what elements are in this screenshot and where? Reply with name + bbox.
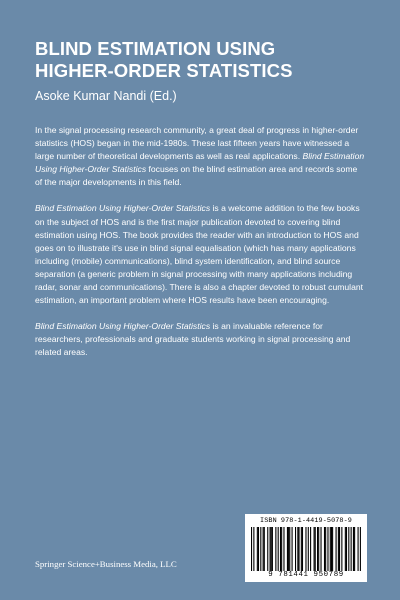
description-p2-title-italic: Blind Estimation Using Higher-Order Statistics: [35, 203, 211, 214]
barcode-bar: [318, 527, 319, 571]
barcode-bar: [345, 527, 346, 571]
barcode-bar: [264, 527, 265, 571]
barcode-bar: [305, 527, 306, 571]
book-title-line-1: BLIND ESTIMATION USING: [35, 38, 276, 59]
barcode-bar: [348, 527, 349, 571]
barcode-bar: [251, 527, 252, 571]
description-paragraph-3: [35, 320, 365, 359]
barcode-bar: [278, 527, 279, 571]
barcode-bar: [327, 527, 328, 571]
barcode-bar: [297, 527, 298, 571]
barcode-bar: [292, 527, 293, 571]
barcode-bar: [346, 527, 347, 571]
barcode-bar: [270, 527, 271, 571]
barcode-bar: [289, 527, 290, 571]
barcode-bar: [281, 527, 282, 571]
barcode-bar: [260, 527, 261, 571]
book-description: [35, 124, 365, 373]
barcode-bar: [314, 527, 315, 571]
barcode-bar: [295, 527, 296, 571]
description-p3-text: is an invaluable reference for researchers, professionals and graduate students working in signal processing and related areas.: [35, 321, 351, 358]
description-p1-text-a: In the signal processing research community, a great deal of progress in higher-order statistics (HOS) began in the mid-1980s. These last fifteen years have witnessed a large number of theoretical developments as well as real applications.: [35, 125, 359, 162]
barcode-bar: [351, 527, 352, 571]
book-author: Asoke Kumar Nandi (Ed.): [35, 89, 177, 103]
barcode-bar: [324, 527, 325, 571]
barcode-bar: [330, 527, 331, 571]
barcode-bar: [360, 527, 361, 571]
barcode-bar: [317, 527, 318, 571]
barcode-bar: [332, 527, 333, 571]
barcode-bar: [354, 527, 355, 571]
description-p3-title-italic: Blind Estimation Using Higher-Order Statistics: [35, 321, 211, 332]
barcode-bar: [353, 527, 354, 571]
description-p1-title-italic: Blind Estimation Using Higher-Order Statistics: [35, 151, 365, 175]
barcode-bar: [358, 527, 359, 571]
isbn-label: ISBN 978-1-4419-5078-9: [260, 517, 352, 525]
barcode-bar: [339, 527, 340, 571]
publisher-name: Springer Science+Business Media, LLC: [35, 559, 177, 569]
isbn-barcode: [245, 514, 367, 582]
barcode-bar: [283, 527, 284, 571]
barcode-bars: [251, 527, 361, 571]
barcode-bar: [275, 527, 276, 571]
barcode-bar: [253, 527, 254, 571]
description-paragraph-1: [35, 124, 365, 189]
barcode-bar: [271, 527, 272, 571]
description-paragraph-2: [35, 202, 365, 307]
barcode-bar: [341, 527, 342, 571]
barcode-bar: [331, 527, 332, 571]
barcode-bar: [338, 527, 339, 571]
barcode-bar: [308, 527, 309, 571]
barcode-digits: 9 781441 950789: [268, 571, 344, 579]
barcode-bar: [315, 527, 316, 571]
barcode-bar: [320, 527, 321, 571]
barcode-bar: [336, 527, 337, 571]
barcode-bar: [280, 527, 281, 571]
barcode-bar: [310, 527, 311, 571]
description-p2-text: is a welcome addition to the few books on the subject of HOS and is the first major publication devoted to covering blind estimation using HOS. The book provides the reader with an introduction to HOS and goes on to illustrate it's use in blind signal equalisation (which has many applications including (mobile) communications), blind system identification, and blind source separation (a generic problem in signal processing with many applications including radar, sonar and communications). There is also a chapter devoted to robust cumulant estimation, an important problem where HOS results have been encouraging.: [35, 203, 364, 306]
barcode-bar: [301, 527, 302, 571]
barcode-bar: [302, 527, 303, 571]
barcode-bar: [288, 527, 289, 571]
book-title-line-2: HIGHER-ORDER STATISTICS: [35, 60, 293, 81]
barcode-bar: [267, 527, 268, 571]
barcode-bar: [257, 527, 258, 571]
barcode-bar: [325, 527, 326, 571]
description-p1-text-b: focuses on the blind estimation area and records some of the major developments in this field.: [35, 164, 358, 188]
barcode-bar: [287, 527, 288, 571]
barcode-bar: [298, 527, 299, 571]
barcode-bar: [272, 527, 273, 571]
barcode-bar: [258, 527, 259, 571]
barcode-bar: [263, 527, 264, 571]
book-title: [35, 38, 365, 82]
